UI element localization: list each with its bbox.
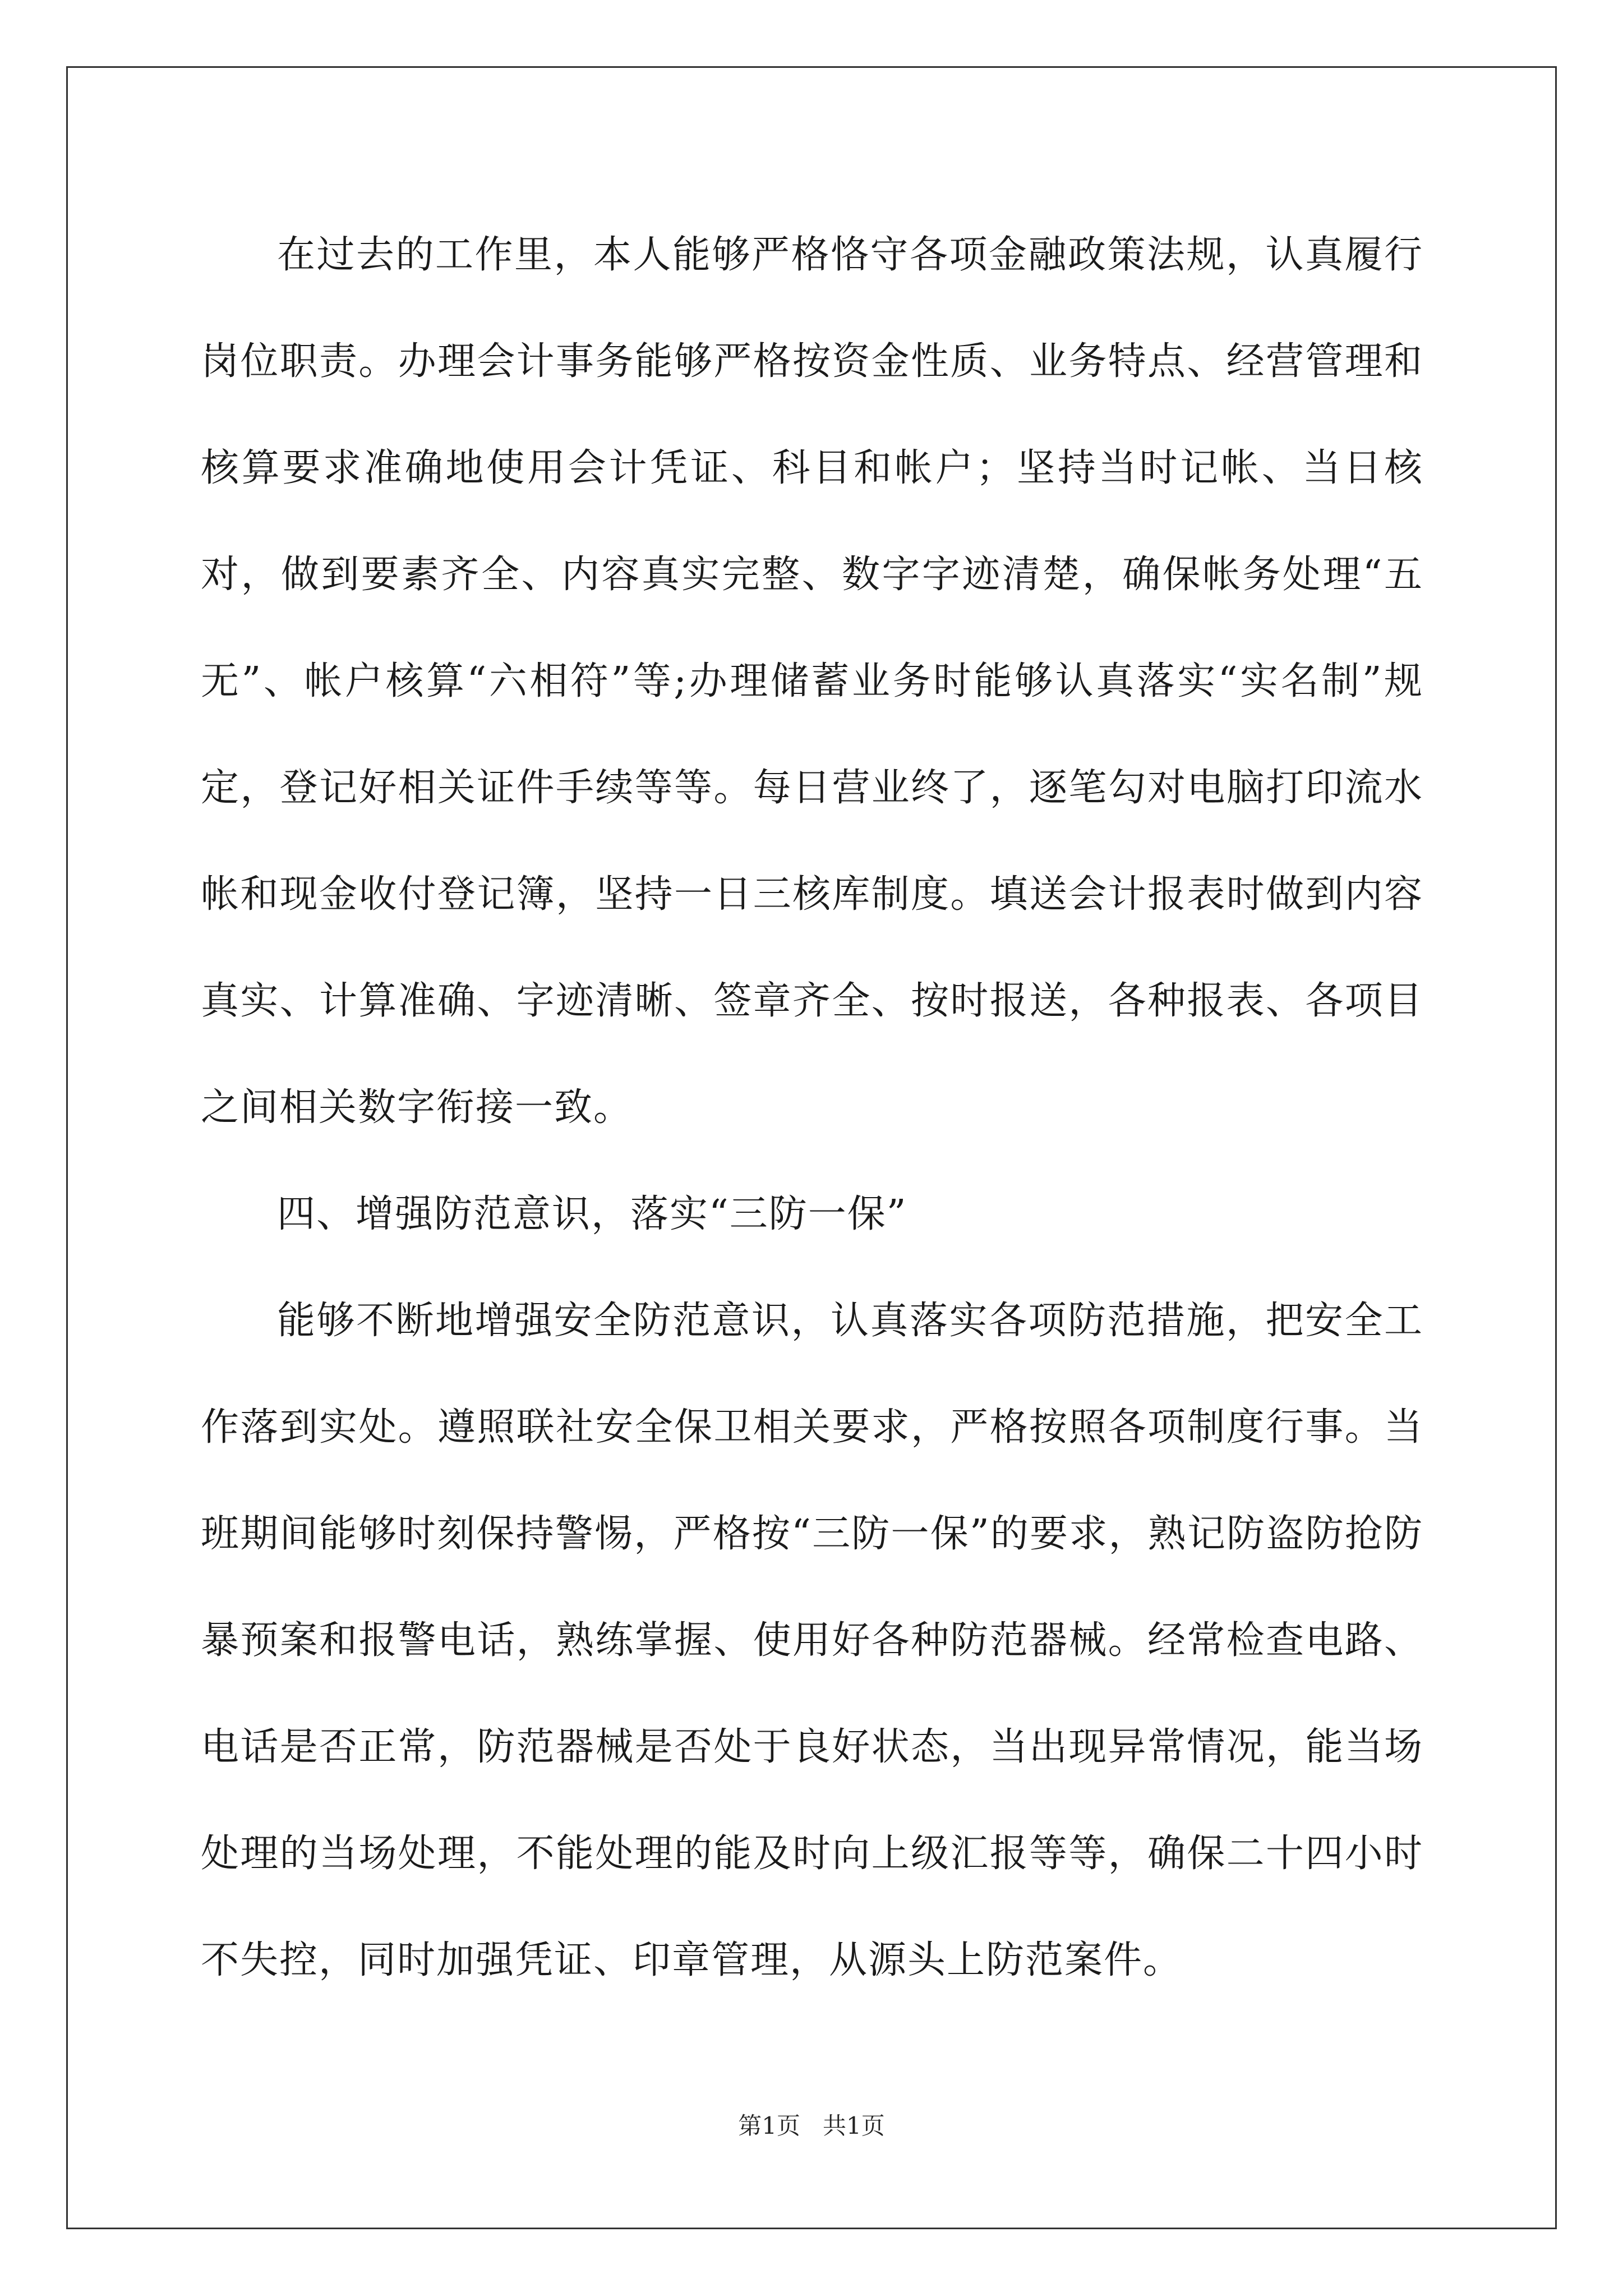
page-footer — [0, 2109, 1623, 2143]
page-number: 第1页 — [738, 2112, 800, 2139]
section-heading: 四、增强防范意识，落实“三防一保” — [277, 1192, 907, 1236]
total-pages: 共1页 — [823, 2112, 885, 2139]
document-body — [201, 202, 1423, 2014]
paragraph-accounting-duties: 在过去的工作里，本人能够严格恪守各项金融政策法规，认真履行岗位职责。办理会计事务能够严格按资金性质、业务特点、经营管理和核算要求准确地使用会计凭证、科目和帐户；坚持当时记帐、当日核对，做到要素齐全、内容真实完整、数字字迹清楚，确保帐务处理“五无”、帐户核算“六相符”等;办理储蓄业务时能够认真落实“实名制”规定，登记好相关证件手续等等。每日营业终了，逐笔勾对电脑打印流水帐和现金收付登记簿，坚持一日三核库制度。填送会计报表时做到内容真实、计算准确、字迹清晰、签章齐全、按时报送，各种报表、各项目之间相关数字衔接一致。 — [201, 233, 1423, 1130]
paragraph-security-awareness: 能够不断地增强安全防范意识，认真落实各项防范措施，把安全工作落到实处。遵照联社安全保卫相关要求，严格按照各项制度行事。当班期间能够时刻保持警惕，严格按“三防一保”的要求，熟记防盗防抢防暴预案和报警电话，熟练掌握、使用好各种防范器械。经常检查电路、电话是否正常，防范器械是否处于良好状态，当出现异常情况，能当场处理的当场处理，不能处理的能及时向上级汇报等等，确保二十四小时不失控，同时加强凭证、印章管理，从源头上防范案件。 — [201, 1299, 1423, 1982]
